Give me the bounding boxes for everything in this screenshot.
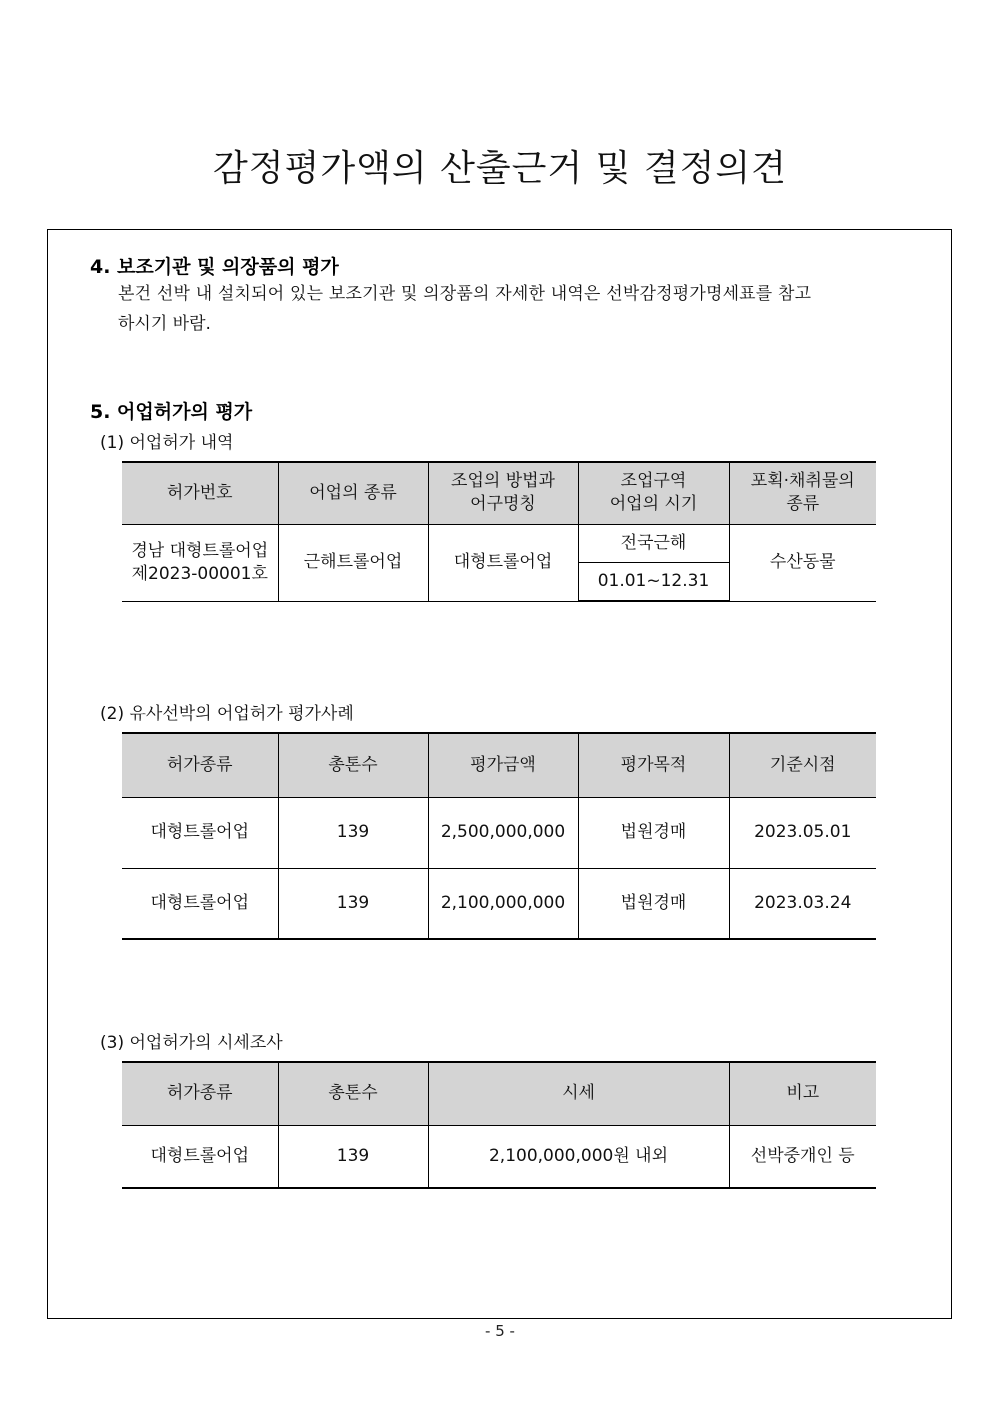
table-header-row — [122, 1062, 876, 1125]
cell-gross-tonnage: 139 — [278, 797, 428, 868]
cell-period: 01.01~12.31 — [578, 562, 729, 601]
cell-appraisal-amount: 2,500,000,000 — [428, 797, 578, 868]
cell-appraisal-amount: 2,100,000,000 — [428, 868, 578, 939]
section-4-body-line1: 본건 선박 내 설치되어 있는 보조기관 및 의장품의 자세한 내역은 선박감정평가명세표를 참고 — [118, 284, 812, 304]
header-catch-line2: 종류 — [786, 494, 820, 515]
header-method — [428, 462, 578, 524]
cell-appraisal-purpose: 법원경매 — [578, 868, 729, 939]
header-gross-tonnage: 총톤수 — [278, 1062, 428, 1125]
table-header-row — [122, 733, 876, 797]
header-area-period — [578, 462, 729, 524]
table-row — [122, 868, 876, 939]
cell-remarks: 선박중개인 등 — [729, 1125, 876, 1188]
section-5-heading: 5. 어업허가의 평가 — [90, 401, 253, 423]
header-catch-line1: 포획·채취물의 — [750, 471, 855, 492]
cell-gross-tonnage: 139 — [278, 1125, 428, 1188]
header-permit-no: 허가번호 — [122, 462, 278, 524]
section-4-heading: 4. 보조기관 및 의장품의 평가 — [90, 256, 339, 278]
header-fishery-type: 어업의 종류 — [278, 462, 428, 524]
page-number: - 5 - — [485, 1322, 515, 1340]
cell-permit-kind: 대형트롤어업 — [122, 1125, 278, 1188]
market-survey-table — [122, 1061, 876, 1189]
header-period: 어업의 시기 — [609, 494, 698, 515]
similar-cases-subheading: (2) 유사선박의 어업허가 평가사례 — [100, 704, 354, 724]
cell-appraisal-purpose: 법원경매 — [578, 797, 729, 868]
header-permit-kind: 허가종류 — [122, 1062, 278, 1125]
header-base-date: 기준시점 — [729, 733, 876, 797]
cell-gross-tonnage: 139 — [278, 868, 428, 939]
cell-permit-no — [122, 524, 278, 601]
cell-fishery-type: 근해트롤어업 — [278, 524, 428, 601]
table-row — [122, 797, 876, 868]
section-4-body-line2: 하시기 바람. — [118, 314, 211, 334]
page-title: 감정평가액의 산출근거 및 결정의견 — [213, 148, 787, 189]
table-header-row — [122, 462, 876, 524]
cell-area: 전국근해 — [578, 524, 729, 562]
permit-no-line2: 제2023-00001호 — [131, 563, 268, 584]
table-row — [122, 524, 876, 562]
header-appraisal-purpose: 평가목적 — [578, 733, 729, 797]
market-survey-subheading: (3) 어업허가의 시세조사 — [100, 1033, 283, 1053]
similar-cases-table — [122, 732, 876, 940]
header-area: 조업구역 — [620, 471, 687, 492]
permit-details-table — [122, 461, 876, 602]
header-catch-type — [729, 462, 876, 524]
header-gross-tonnage: 총톤수 — [278, 733, 428, 797]
cell-market-price: 2,100,000,000원 내외 — [428, 1125, 729, 1188]
cell-base-date: 2023.03.24 — [729, 868, 876, 939]
header-permit-kind: 허가종류 — [122, 733, 278, 797]
header-method-line1: 조업의 방법과 — [451, 471, 555, 492]
header-appraisal-amount: 평가금액 — [428, 733, 578, 797]
header-remarks: 비고 — [729, 1062, 876, 1125]
header-method-line2: 어구명칭 — [470, 494, 536, 515]
permit-details-subheading: (1) 어업허가 내역 — [100, 433, 234, 453]
table-row — [122, 1125, 876, 1188]
cell-permit-kind: 대형트롤어업 — [122, 797, 278, 868]
cell-permit-kind: 대형트롤어업 — [122, 868, 278, 939]
cell-catch-type: 수산동물 — [729, 524, 876, 601]
cell-method: 대형트롤어업 — [428, 524, 578, 601]
cell-base-date: 2023.05.01 — [729, 797, 876, 868]
permit-no-line1: 경남 대형트롤어업 — [131, 540, 269, 561]
header-market-price: 시세 — [428, 1062, 729, 1125]
